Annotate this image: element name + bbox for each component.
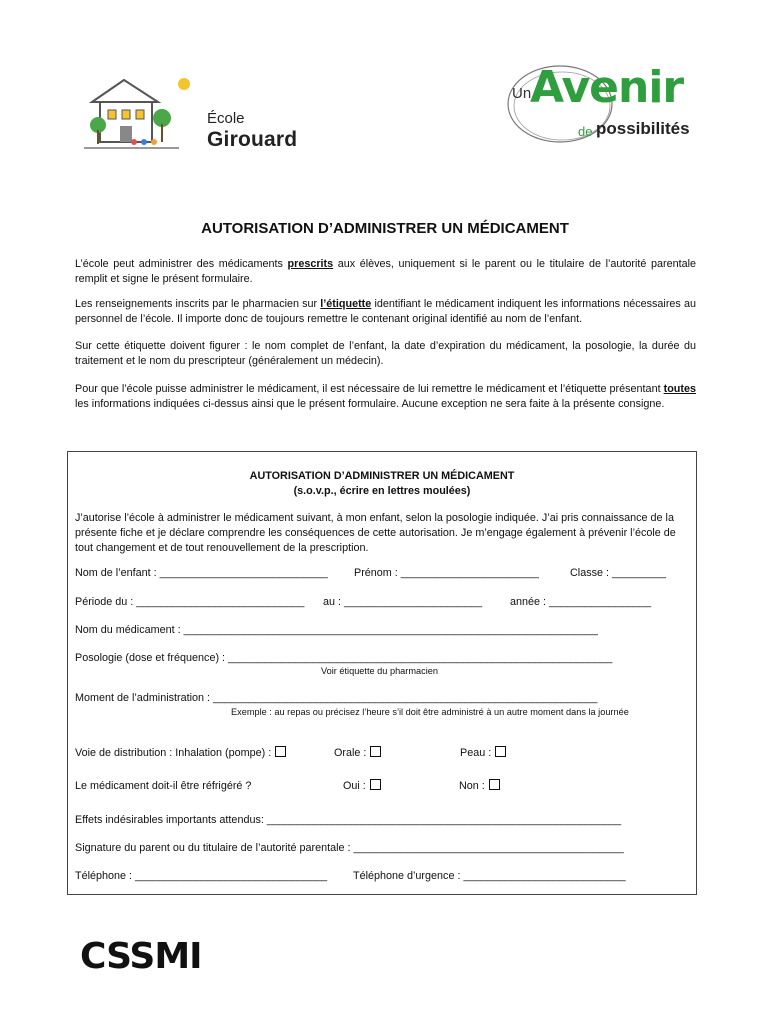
consent-text: J’autorise l’école à administrer le médicament suivant, à mon enfant, selon la posologie indiquée. J’ai pris connaissance de la présente fiche et je déclare comprendre les conséquences de cette autorisation. Je m’engage également à prévenir l’école de tout changement et de tout renouvellement de la prescription. xyxy=(75,512,676,554)
avenir-un: Un xyxy=(512,85,532,102)
route-skin: Peau : xyxy=(460,746,506,761)
administration-time-field[interactable]: Moment de l’administration : ________________________________________________________________ xyxy=(75,692,598,704)
avenir-main: Avenir xyxy=(530,62,684,113)
school-name-line1: École xyxy=(207,110,245,127)
signature-field[interactable]: Signature du parent ou du titulaire de l’autorité parentale : _____________________________________________ xyxy=(75,842,624,854)
intro-paragraph-4: Pour que l’école puisse administrer le médicament, il est nécessaire de lui remettre le médicament et l’étiquette présentant toutes les informations indiquées ci-dessus ainsi que le présent formulaire. Aucune exception ne sera faite à la présente consigne. xyxy=(75,383,696,410)
first-name-field[interactable]: Prénom : _______________________ xyxy=(354,567,539,579)
page-title: AUTORISATION D’ADMINISTRER UN MÉDICAMENT xyxy=(201,220,569,237)
dosage-field[interactable]: Posologie (dose et fréquence) : ________________________________________________________________ xyxy=(75,652,613,664)
yes-checkbox[interactable] xyxy=(370,779,381,790)
school-name-line2: Girouard xyxy=(207,128,298,151)
period-from-field[interactable]: Période du : ____________________________ xyxy=(75,596,305,608)
bold-etiquette: l’étiquette xyxy=(320,298,372,310)
oral-checkbox[interactable] xyxy=(370,746,381,757)
bold-prescrits: prescrits xyxy=(287,258,334,270)
form-title: AUTORISATION D’ADMINISTRER UN MÉDICAMENT (s.o.v.p., écrire en lettres moulées) xyxy=(249,470,515,497)
refrigeration-yes: Oui : xyxy=(343,779,381,794)
emergency-phone-field[interactable]: Téléphone d’urgence : ___________________________ xyxy=(353,870,626,882)
authorization-form-box xyxy=(67,451,697,895)
dosage-hint: Voir étiquette du pharmacien xyxy=(321,666,438,676)
avenir-possibilites: possibilités xyxy=(596,119,690,138)
intro-paragraph-1: L’école peut administrer des médicaments prescrits aux élèves, uniquement si le parent ou le titulaire de l’autorité parentale remplit et signe le présent formulaire. xyxy=(75,258,696,285)
inhalation-checkbox[interactable] xyxy=(275,746,286,757)
refrigeration-no: Non : xyxy=(459,779,500,794)
cssmi-logo: CSSMI xyxy=(80,936,202,977)
intro-paragraph-3: Sur cette étiquette doivent figurer : le nom complet de l’enfant, la date d’expiration du médicament, la posologie, la durée du traitement et le nom du prescripteur (généralement un médecin). xyxy=(75,340,696,367)
administration-time-hint: Exemple : au repas ou précisez l’heure s’il doit être administré à un autre moment dans la journée xyxy=(231,707,629,717)
no-checkbox[interactable] xyxy=(489,779,500,790)
period-to-field[interactable]: au : _______________________ xyxy=(323,596,483,608)
bold-toutes: toutes xyxy=(663,383,696,395)
intro-paragraph-2: Les renseignements inscrits par le pharmacien sur l’étiquette identifiant le médicament indiquent les informations nécessaires au personnel de l’école. Il importe donc de toujours remettre le contenant original identifié au nom de l’enfant. xyxy=(75,298,696,325)
refrigeration-question: Le médicament doit-il être réfrigéré ? xyxy=(75,780,252,792)
medication-name-field[interactable]: Nom du médicament : _____________________________________________________________________ xyxy=(75,624,598,636)
child-name-field[interactable]: Nom de l’enfant : ____________________________ xyxy=(75,567,328,579)
side-effects-field[interactable]: Effets indésirables importants attendus: ___________________________________________________________ xyxy=(75,814,622,826)
phone-field[interactable]: Téléphone : ________________________________ xyxy=(75,870,328,882)
class-field[interactable]: Classe : _________ xyxy=(570,567,667,579)
skin-checkbox[interactable] xyxy=(495,746,506,757)
year-field[interactable]: année : _________________ xyxy=(510,596,652,608)
route-oral: Orale : xyxy=(334,746,381,761)
route-inhalation: Voie de distribution : Inhalation (pompe) : xyxy=(75,746,286,761)
avenir-de: de xyxy=(578,124,593,139)
